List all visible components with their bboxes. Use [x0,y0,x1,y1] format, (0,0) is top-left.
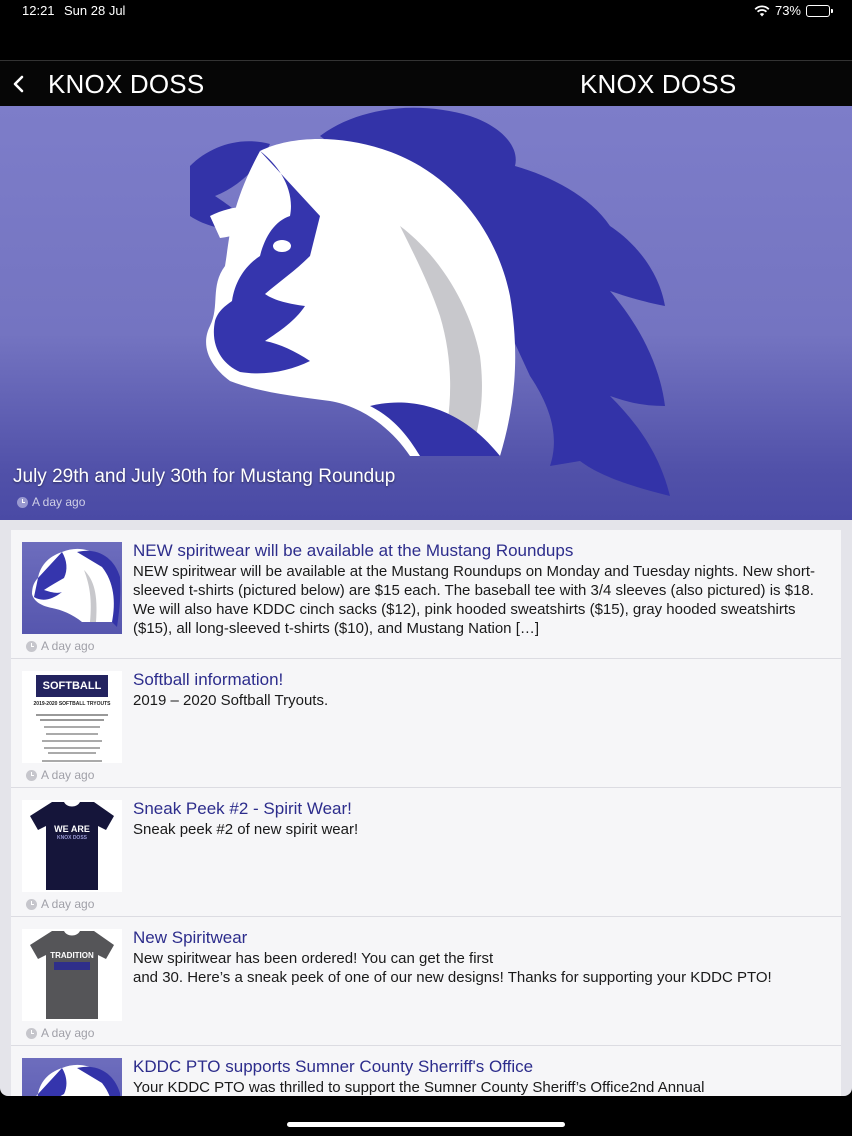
status-right [754,3,830,18]
page-title: KNOX DOSS [580,69,737,99]
softball-flyer-banner [36,675,108,697]
article-title[interactable]: NEW spiritwear will be available at the Mustang Roundups [133,541,574,560]
article-time [26,639,94,653]
navigation-bar [0,60,852,106]
article-title[interactable]: KDDC PTO supports Sumner County Sherriff's Office [133,1057,534,1076]
article-title[interactable]: New Spiritwear [133,928,248,947]
softball-flyer-body [36,711,108,763]
tshirt-print-graphic [54,962,90,970]
featured-article-time [17,495,85,509]
softball-flyer-subheading: 2019-2020 SOFTBALL TRYOUTS [33,701,111,707]
article-excerpt: 2019 – 2020 Softball Tryouts. [133,692,329,709]
home-indicator[interactable] [287,1122,565,1127]
article-thumbnail [22,542,122,634]
featured-article-title: July 29th and July 30th for Mustang Roundup [13,466,396,487]
clock-icon [26,899,37,910]
status-time: 12:21 [22,3,55,18]
tshirt-print-line2: KNOX DOSS [56,835,87,841]
article-thumbnail [22,800,122,892]
article-title[interactable]: Sneak Peek #2 - Spirit Wear! [133,799,352,818]
article-time [26,1026,94,1040]
article-thumbnail [22,671,122,763]
list-item[interactable] [11,1046,841,1096]
article-time-label: A day ago [41,897,95,911]
article-excerpt: Sneak peek #2 of new spirit wear! [133,821,359,838]
article-time-label: A day ago [41,1026,95,1040]
article-time-label: A day ago [41,639,95,653]
clock-icon [17,497,28,508]
article-excerpt: NEW spiritwear will be available at the Mustang Roundups on Monday and Tuesday nights. New short-sleeved t-shirts (pictured below) are $15 each. The baseball tee with 3/4 sleeves (also pictured) is $18. We will also have KDDC cinch sacks ($12), pink hooded sweatshirts ($15), gray hooded sweatshirts ($15), all long-sleeved t-shirts ($10), and Mustang Nation […] [133,563,816,637]
battery-icon [806,5,830,17]
article-thumbnail [22,1058,122,1096]
list-item[interactable] [11,788,841,917]
featured-article-time-label: A day ago [32,495,86,509]
article-title[interactable]: Softball information! [133,670,284,689]
article-excerpt: Your KDDC PTO was thrilled to support the Sumner County Sheriff’s Office2nd Annual [133,1079,705,1096]
mustang-thumbnail-image [22,1058,122,1096]
status-bar [0,0,852,22]
tshirt-navy-image [22,800,122,892]
back-button[interactable] [8,67,38,101]
mustang-thumbnail-image [22,542,122,634]
battery-percent: 73% [774,3,801,18]
clock-icon [26,770,37,781]
article-excerpt: New spiritwear has been ordered! You can get the first and 30. Here’s a sneak peek of one of our new designs! Thanks for supporting your KDDC PTO! [133,950,772,986]
mustang-mascot-image [170,106,690,520]
chevron-left-icon [8,67,38,101]
status-date: Sun 28 Jul [64,3,126,18]
clock-icon [26,1028,37,1039]
tshirt-print-line1: WE ARE [54,824,90,834]
list-item[interactable] [11,659,841,788]
softball-flyer-heading: SOFTBALL [42,680,102,692]
list-item[interactable] [11,917,841,1046]
wifi-icon [754,5,770,17]
article-time-label: A day ago [41,768,95,782]
back-title[interactable]: KNOX DOSS [48,69,205,99]
tshirt-grey-image [22,929,122,1021]
news-feed[interactable] [0,106,852,1096]
list-item[interactable] [11,530,841,659]
article-time [26,768,94,782]
article-thumbnail [22,929,122,1021]
article-list[interactable] [11,530,841,1096]
tshirt-print-line1: TRADITION [50,951,94,960]
featured-article[interactable] [0,106,852,520]
clock-icon [26,641,37,652]
article-time [26,897,94,911]
